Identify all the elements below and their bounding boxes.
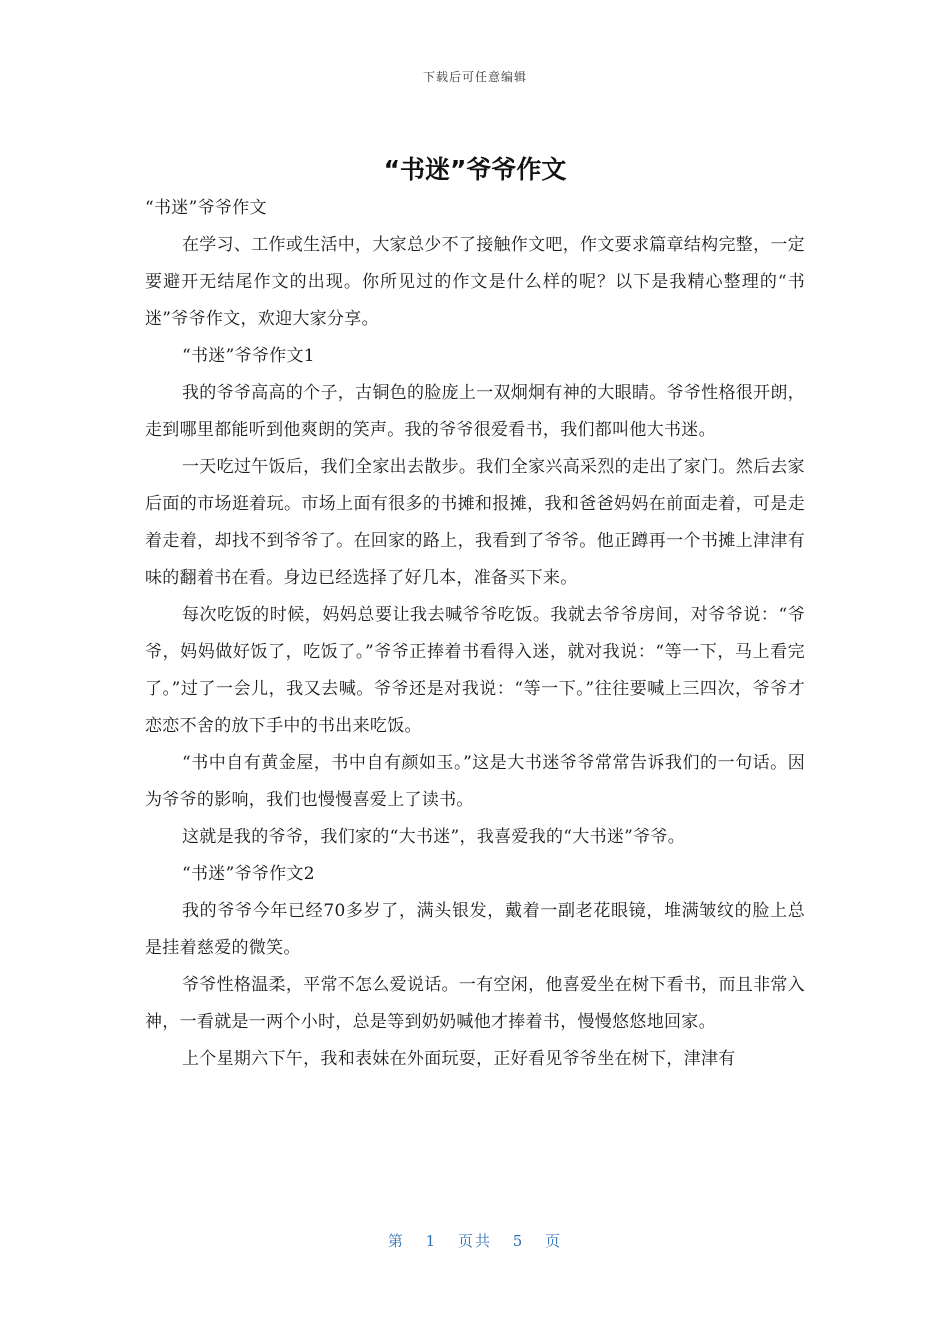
header-note: 下载后可任意编辑 bbox=[422, 70, 527, 84]
paragraph: 在学习、工作或生活中，大家总少不了接触作文吧，作文要求篇章结构完整，一定要避开无结尾作文的出现。你所见过的作文是什么样的呢？以下是我精心整理的“书迷”爷爷作文，欢迎大家分享。 bbox=[145, 235, 805, 329]
paragraph: “书中自有黄金屋，书中自有颜如玉。”这是大书迷爷爷常常告诉我们的一句话。因为爷爷的影响，我们也慢慢喜爱上了读书。 bbox=[145, 753, 805, 810]
paragraph: 我的爷爷高高的个子，古铜色的脸庞上一双炯炯有神的大眼睛。爷爷性格很开朗，走到哪里都能听到他爽朗的笑声。我的爷爷很爱看书，我们都叫他大书迷。 bbox=[145, 383, 805, 440]
paragraph: 我的爷爷今年已经70多岁了，满头银发，戴着一副老花眼镜，堆满皱纹的脸上总是挂着慈爱的微笑。 bbox=[145, 901, 805, 958]
paragraph: 一天吃过午饭后，我们全家出去散步。我们全家兴高采烈的走出了家门。然后去家后面的市场逛着玩。市场上面有很多的书摊和报摊，我和爸爸妈妈在前面走着，可是走着走着，却找不到爷爷了。在回家的路上，我看到了爷爷。他正蹲再一个书摊上津津有味的翻着书在看。身边已经选择了好几本，准备买下来。 bbox=[145, 457, 805, 588]
document-title: “书迷”爷爷作文 bbox=[383, 155, 567, 184]
page-number-footer: 第 1 页共 5 页 bbox=[387, 1232, 563, 1250]
document-body bbox=[145, 190, 805, 1078]
paragraph: “书迷”爷爷作文 bbox=[145, 198, 267, 218]
paragraph: 这就是我的爷爷，我们家的“大书迷”，我喜爱我的“大书迷”爷爷。 bbox=[182, 827, 686, 847]
section-heading: “书迷”爷爷作文2 bbox=[182, 864, 315, 884]
paragraph: 上个星期六下午，我和表妹在外面玩耍，正好看见爷爷坐在树下，津津有 bbox=[182, 1049, 736, 1069]
paragraph: 每次吃饭的时候，妈妈总要让我去喊爷爷吃饭。我就去爷爷房间，对爷爷说：“爷爷，妈妈做好饭了，吃饭了。”爷爷正捧着书看得入迷，就对我说：“等一下，马上看完了。”过了一会儿，我又去喊。爷爷还是对我说：“等一下。”往往要喊上三四次，爷爷才恋恋不舍的放下手中的书出来吃饭。 bbox=[145, 605, 805, 736]
section-heading: “书迷”爷爷作文1 bbox=[182, 346, 315, 366]
paragraph: 爷爷性格温柔，平常不怎么爱说话。一有空闲，他喜爱坐在树下看书，而且非常入神，一看就是一两个小时，总是等到奶奶喊他才捧着书，慢慢悠悠地回家。 bbox=[145, 975, 805, 1032]
